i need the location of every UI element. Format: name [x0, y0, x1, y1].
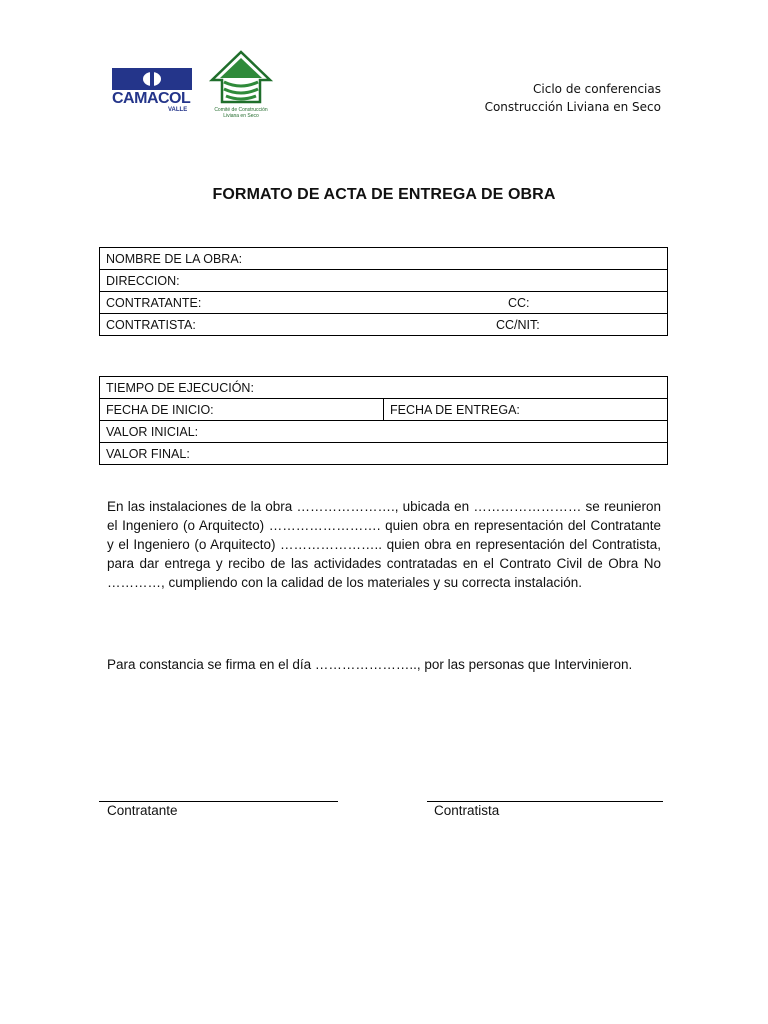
table-row [100, 443, 668, 465]
field-valor-final[interactable]: VALOR FINAL: [100, 443, 668, 465]
camacol-logo-text: CAMACOL [112, 90, 191, 107]
contratante-cc-label: CC: [508, 295, 530, 310]
camacol-logo [112, 68, 194, 116]
field-tiempo-ejecucion[interactable]: TIEMPO DE EJECUCIÓN: [100, 377, 668, 399]
signature-line-contratista [427, 801, 663, 802]
delivery-statement-paragraph: En las instalaciones de la obra …………………., ubicada en …………………… se reunieron el Ingeniero (o Arquitecto) ……………………. quien obra en representación del Contratante y el Ingeniero (o Arquitecto) ………………….. quien obra en representación del Contratista, para dar entrega y recibo de las actividades contratadas en el Contrato Civil de Obra No …………, cumpliendo con la calidad de los materiales y su correcta instalación. [107, 499, 661, 590]
camacol-mark-icon [112, 68, 192, 90]
field-fecha-entrega[interactable]: FECHA DE ENTREGA: [384, 399, 668, 421]
table-row [100, 248, 668, 270]
table-row [100, 399, 668, 421]
contratista-label: CONTRATISTA: [106, 317, 196, 332]
execution-info-table [99, 376, 668, 465]
table-row [100, 292, 668, 314]
field-direccion[interactable]: DIRECCION: [100, 270, 668, 292]
signature-label-contratista: Contratista [434, 803, 500, 818]
table-row [100, 377, 668, 399]
table-row [100, 421, 668, 443]
field-fecha-inicio[interactable]: FECHA DE INICIO: [100, 399, 384, 421]
contratante-label: CONTRATANTE: [106, 295, 202, 310]
project-info-table [99, 247, 668, 336]
header-line-1: Ciclo de conferencias [533, 82, 661, 96]
house-emblem-icon [208, 50, 274, 106]
field-contratante[interactable] [100, 292, 668, 314]
field-contratista[interactable] [100, 314, 668, 336]
comite-logo-caption: Comité de Construcción Liviana en Seco [214, 107, 268, 119]
signature-line-contratante [99, 801, 338, 802]
camacol-logo-subtext: VALLE [168, 107, 188, 113]
header-conference-info [485, 80, 661, 116]
table-row [100, 314, 668, 336]
contratista-ccnit-label: CC/NIT: [496, 317, 540, 332]
field-nombre-obra[interactable]: NOMBRE DE LA OBRA: [100, 248, 668, 270]
header-line-2: Construcción Liviana en Seco [484, 100, 661, 114]
table-row [100, 270, 668, 292]
constancia-statement: Para constancia se firma en el día ………………….., por las personas que Intervinieron. [107, 657, 633, 672]
signature-label-contratante: Contratante [107, 803, 178, 818]
document-title: FORMATO DE ACTA DE ENTREGA DE OBRA [212, 186, 556, 203]
comite-logo [208, 50, 274, 122]
field-valor-inicial[interactable]: VALOR INICIAL: [100, 421, 668, 443]
